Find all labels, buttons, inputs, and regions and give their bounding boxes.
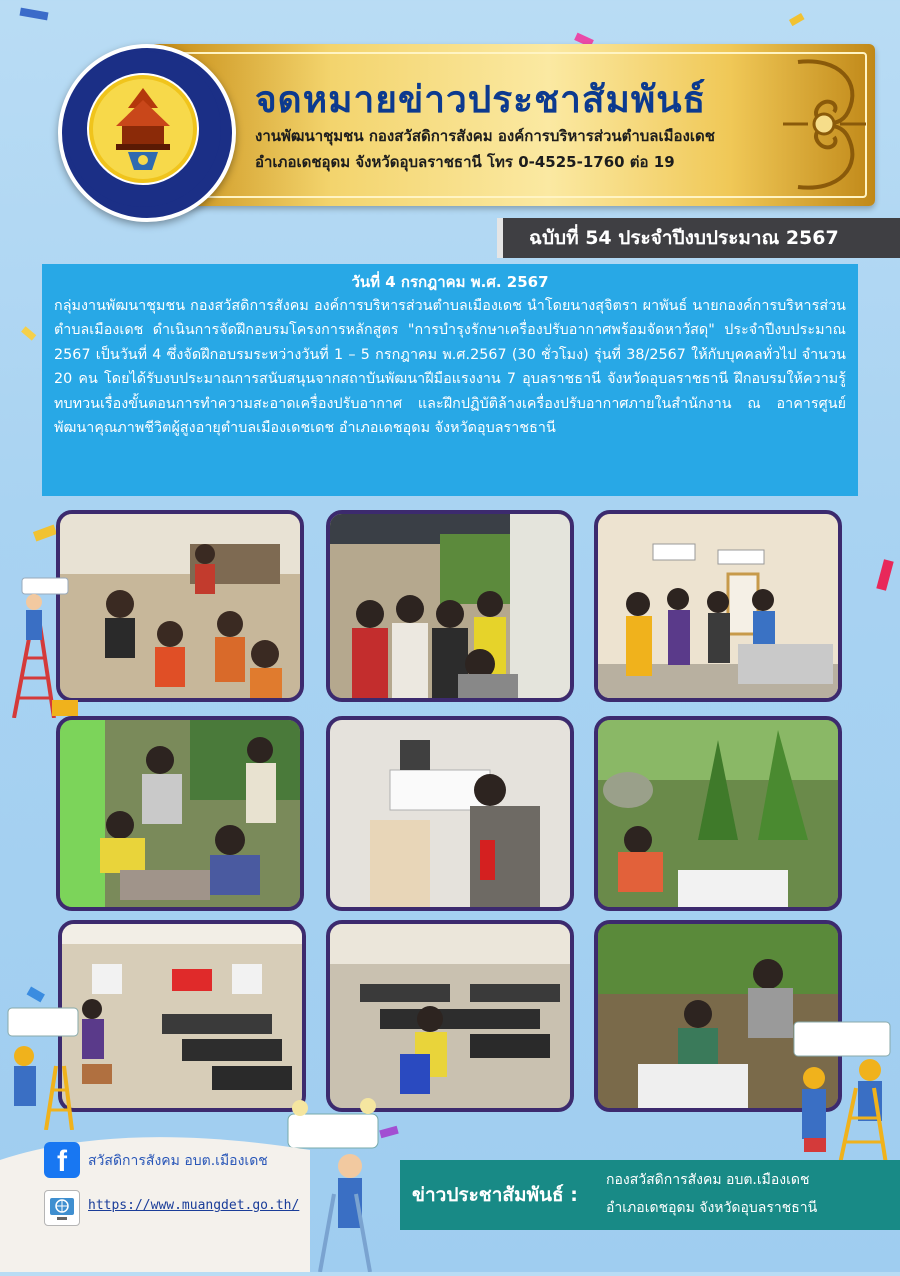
technician-aircon-illustration-left bbox=[6, 1006, 84, 1130]
news-body: กลุ่มงานพัฒนาชุมชน กองสวัสดิการสังคม องค์การบริหารส่วนตำบลเมืองเดช นำโดยนางสุจิตรา ผาพันธ์ นายกองค์การบริหารส่วนตำบลเมืองเดช ดำเนินการจัดฝึกอบรมโครงการหลักสูตร "การบำรุงรักษาเครื่องปรับอากาศพร้อมจัดหาวัสดุ" ประจำปีงบประมาณ 2567 เป็นวันที่ 4 ซึ่งจัดฝึกอบรมระหว่างวันที่ 1 – 5 กรกฎาคม พ.ศ.2567 (30 ชั่วโมง) รุ่นที่ 38/2567 ให้กับบุคคลทั่วไป จำนวน 20 คน โดยได้รับงบประมาณการสนับสนุนจากสถาบันพัฒนาฝีมือแรงงาน 7 อุบลราชธานี จังหวัดอุบลราชธานี ฝึกอบรมให้ความรู้ทบทวนเรื่องขั้นตอนการทำความสะอาดเครื่องปรับอากาศ และฝึกปฏิบัติล้างเครื่องปรับอากาศภายในสำนักงาน ณ อาคารศูนย์พัฒนาคุณภาพชีวิตผู้สูงอายุตำบลเมืองเดชเดช อำเภอเดชอุดม จังหวัดอุบลราชธานี bbox=[54, 298, 846, 437]
gold-ornament-icon bbox=[778, 52, 870, 197]
photo-classroom-tables-2 bbox=[326, 920, 574, 1112]
news-text-box bbox=[42, 264, 858, 496]
footer-pr-label: ข่าวประชาสัมพันธ์ : bbox=[412, 1184, 578, 1206]
footer-pr-location: อำเภอเดชอุดม จังหวัดอุบลราชธานี bbox=[606, 1200, 818, 1216]
issue-number-bar: ฉบับที่ 54 ประจำปีงบประมาณ 2567 bbox=[497, 218, 900, 258]
facebook-icon[interactable]: f bbox=[44, 1142, 80, 1178]
department-line: งานพัฒนาชุมชน กองสวัสดิการสังคม องค์การบริหารส่วนตำบลเมืองเดช bbox=[255, 127, 715, 145]
technician-aircon-illustration-right bbox=[790, 1018, 898, 1164]
photo-indoor-unit-cleaning bbox=[326, 716, 574, 911]
issue-bar-accent bbox=[497, 218, 503, 258]
photo-office-room-with-aircon bbox=[594, 510, 842, 702]
photo-outdoor-condenser-wash bbox=[56, 716, 304, 911]
photo-garden-condenser bbox=[594, 716, 842, 911]
technician-ladder-illustration-left bbox=[4, 572, 82, 718]
photo-classroom-tables-1 bbox=[58, 920, 306, 1112]
newsletter-title: จดหมายข่าวประชาสัมพันธ์ bbox=[255, 78, 707, 121]
footer-pr-department: กองสวัสดิการสังคม อบต.เมืองเดช bbox=[606, 1172, 810, 1188]
photo-group-watching-outdoor bbox=[326, 510, 574, 702]
photo-group-on-floor-cleaning bbox=[56, 510, 304, 702]
organization-seal bbox=[58, 44, 236, 222]
news-date: วันที่ 4 กรกฎาคม พ.ศ. 2567 bbox=[351, 273, 549, 291]
contact-line: อำเภอเดชอุดม จังหวัดอุบลราชธานี โทร 0-4525-1760 ต่อ 19 bbox=[255, 153, 675, 171]
website-icon[interactable] bbox=[44, 1190, 80, 1226]
website-link[interactable]: https://www.muangdet.go.th/ bbox=[88, 1198, 300, 1213]
facebook-page-link[interactable]: สวัสดิการสังคม อบต.เมืองเดช bbox=[88, 1153, 268, 1169]
